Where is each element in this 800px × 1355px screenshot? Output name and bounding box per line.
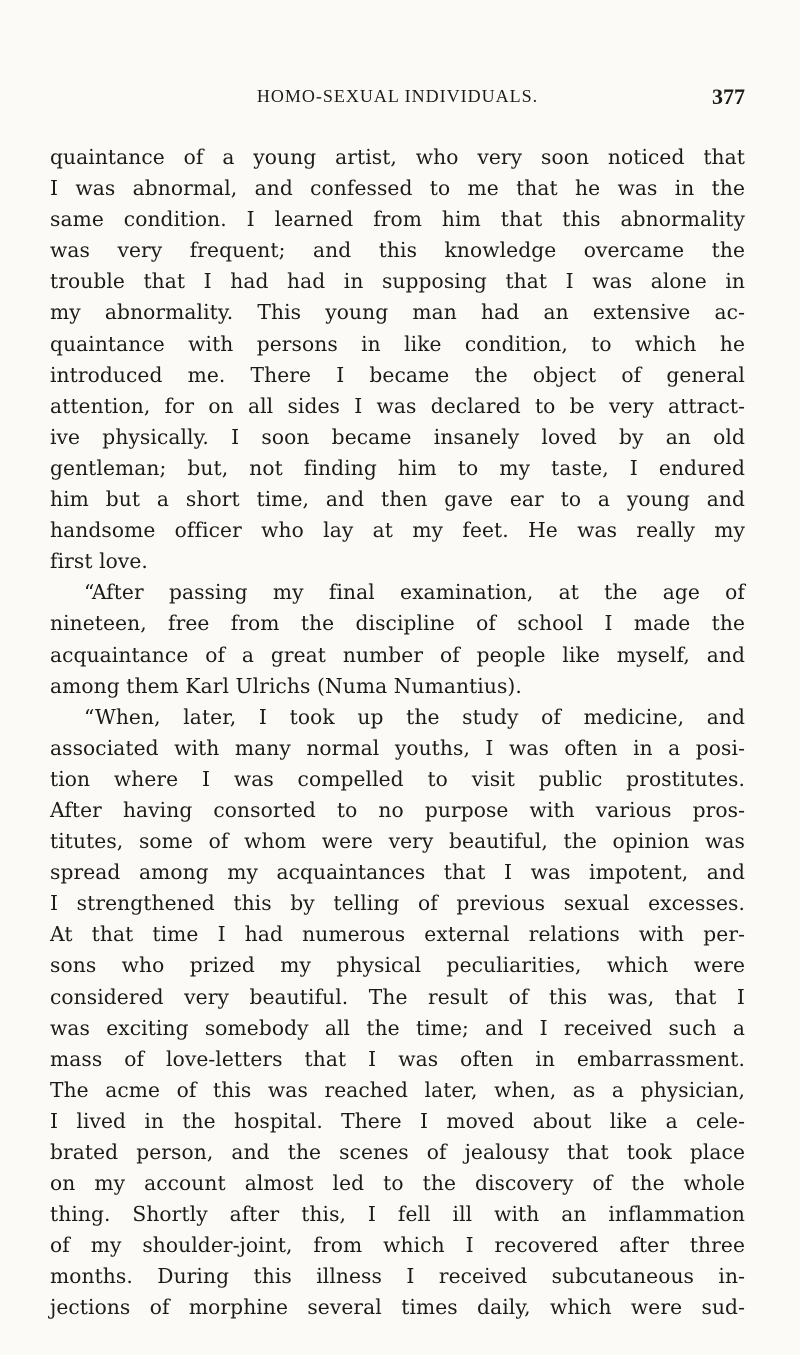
text-line: quaintance with persons in like condition, to which he [50,331,745,356]
text-line: jections of morphine several times daily, which were sud- [50,1295,745,1320]
text-line: “After passing my final examination, at the age of [84,580,745,605]
text-line: was exciting somebody all the time; and I received such a [50,1015,745,1040]
body-text [50,142,745,1324]
text-line: mass of love-letters that I was often in embarrassment. [50,1046,745,1071]
text-line: gentleman; but, not finding him to my taste, I endured [50,455,745,480]
text-line: “When, later, I took up the study of medicine, and [84,704,745,729]
text-line: trouble that I had had in supposing that I was alone in [50,269,745,294]
text-line: quaintance of a young artist, who very soon noticed that [50,145,745,169]
text-line: At that time I had numerous external relations with per- [50,922,745,947]
page-number: 377 [712,84,745,109]
text-line: brated person, and the scenes of jealousy that took place [50,1140,745,1164]
text-line: attention, for on all sides I was declared to be very attract- [50,393,745,418]
text-line: my abnormality. This young man had an extensive ac- [50,300,745,325]
text-line: spread among my acquaintances that I was impotent, and [50,860,745,885]
text-line: him but a short time, and then gave ear to a young and [50,487,745,512]
text-line: tion where I was compelled to visit public prostitutes. [50,766,745,791]
text-line: thing. Shortly after this, I fell ill with an inflammation [50,1202,745,1227]
running-head [50,86,745,114]
text-line: first love. [50,549,148,574]
text-line: ive physically. I soon became insanely loved by an old [50,424,745,449]
text-line: same condition. I learned from him that this abnormality [50,207,745,232]
text-line: After having consorted to no purpose with various pros- [50,797,745,822]
text-line: associated with many normal youths, I was often in a posi- [50,735,745,760]
text-line: I lived in the hospital. There I moved about like a cele- [50,1108,745,1133]
text-line: I was abnormal, and confessed to me that he was in the [50,176,745,201]
text-line: nineteen, free from the discipline of school I made the [50,611,745,636]
text-line: of my shoulder-joint, from which I recovered after three [50,1233,745,1258]
text-line: among them Karl Ulrichs (Numa Numantius). [50,673,522,698]
text-line: months. During this illness I received subcutaneous in- [50,1264,745,1289]
text-line: I strengthened this by telling of previous sexual excesses. [50,891,745,916]
text-line: titutes, some of whom were very beautiful, the opinion was [50,829,745,854]
text-line: on my account almost led to the discovery of the whole [50,1171,745,1196]
text-line: acquaintance of a great number of people like myself, and [50,642,745,667]
text-line: The acme of this was reached later, when, as a physician, [50,1077,745,1102]
text-line: handsome officer who lay at my feet. He was really my [50,518,745,543]
text-line: considered very beautiful. The result of this was, that I [50,984,745,1009]
text-line: sons who prized my physical peculiarities, which were [50,953,745,978]
running-title: HOMO-SEXUAL INDIVIDUALS. [256,86,539,106]
text-line: was very frequent; and this knowledge overcame the [50,238,745,263]
text-line: introduced me. There I became the object of general [50,362,745,387]
